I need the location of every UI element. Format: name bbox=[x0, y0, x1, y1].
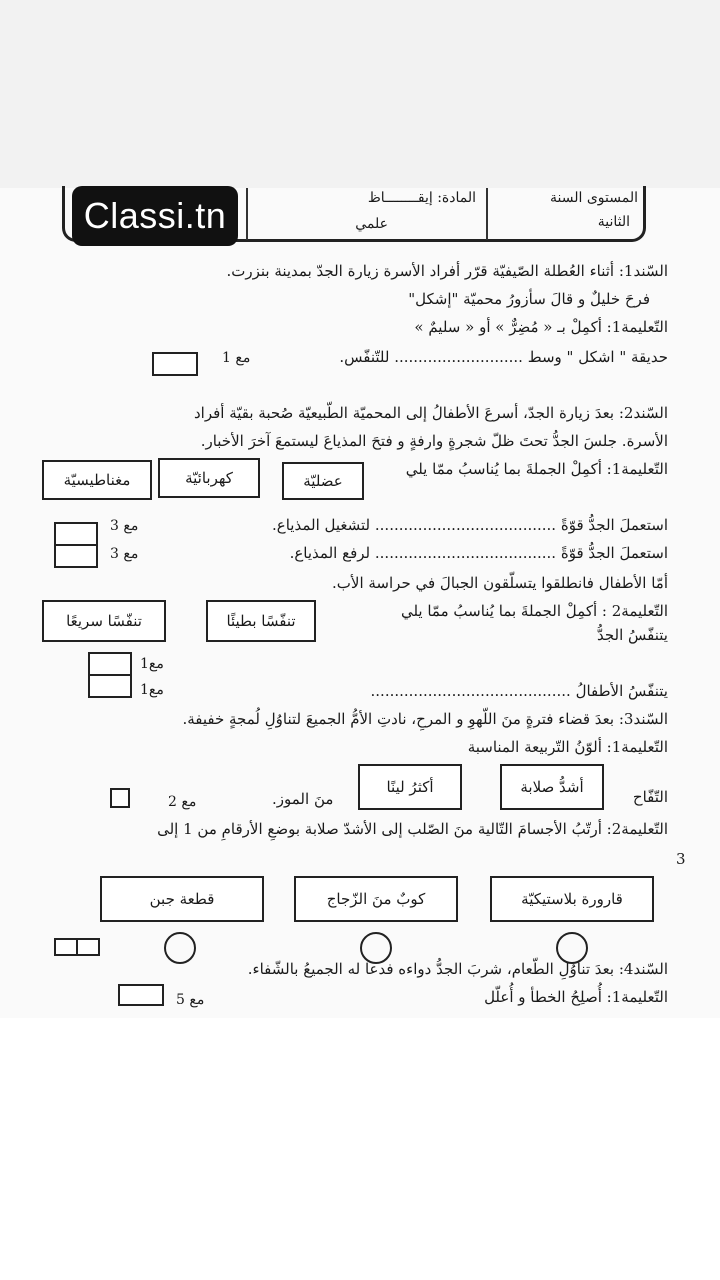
subject-value: علمي bbox=[355, 216, 388, 232]
s2-option-muscular[interactable]: عضليّة bbox=[282, 462, 364, 500]
s4-context: السّند4: بعدَ تناوُلِ الطّعام، شربَ الجدُّ دواءه فدعا له الجميعُ بالشّفاء. bbox=[247, 960, 668, 978]
s1-score-box[interactable] bbox=[152, 352, 198, 376]
s1-sentence-end: للتّنفّس. bbox=[339, 348, 390, 366]
s2-score-box-b[interactable] bbox=[54, 544, 98, 568]
s2-option-slow[interactable]: تنفّسًا بطيئًا bbox=[206, 600, 316, 642]
s3-option-softer[interactable]: أكثرُ لينًا bbox=[358, 764, 462, 810]
watermark-logo: Classi.tn bbox=[72, 186, 238, 246]
s2-context-line2: الأسرة. جلسَ الجدُّ تحتَ ظلّ شجرةٍ وارفةٍ و فتحَ المذياعَ ليستمعَ آخرَ الأخبار. bbox=[200, 432, 668, 450]
s3-apple-label: التّفّاح bbox=[632, 788, 668, 806]
s2-line-b bbox=[290, 544, 668, 562]
s1-score: مع 1 bbox=[222, 350, 251, 366]
header-divider bbox=[246, 188, 248, 240]
s3-score-box2a[interactable] bbox=[54, 938, 78, 956]
s2-line-a-dots[interactable]: ...................................... bbox=[374, 516, 557, 534]
s3-instruction2-end: 3 bbox=[676, 850, 686, 868]
s1-context-line1: السّند1: أثناء العُطلة الصّيفيّة قرّر أفراد الأسرة زيارة الجدّ بمدينة بنزرت. bbox=[226, 262, 668, 280]
s2-context-line1: السّند2: بعدَ زيارة الجدّ، أسرعَ الأطفالُ إلى المحميّة الطّبيعيّة صُحبة بقيّة أفراد bbox=[193, 404, 668, 422]
s3-option-harder[interactable]: أشدُّ صلابة bbox=[500, 764, 604, 810]
s3-banana-label: منَ الموز. bbox=[272, 790, 334, 808]
s4-instruction: التّعليمة1: أُصلِحُ الخطأ و أُعلّل bbox=[484, 988, 668, 1006]
s2-line-b-end: لرفع المذياع. bbox=[289, 544, 371, 562]
s4-score: مع 5 bbox=[176, 992, 205, 1008]
s3-context: السّند3: بعدَ قضاء فترةٍ منَ اللّهوِ و المرحِ، نادتِ الأمُّ الجميعَ لتناوُلِ لُمجةٍ خفيفة. bbox=[182, 710, 668, 728]
s3-object-glass-cup: كوبٌ منَ الزّجاج bbox=[294, 876, 458, 922]
level-label: المستوى السنة bbox=[550, 190, 638, 206]
s2-score-d: مع1 bbox=[140, 682, 164, 698]
s2-line-b-start: استعملَ الجدُّ قوّةً bbox=[560, 544, 668, 562]
s2-option-fast[interactable]: تنفّسًا سريعًا bbox=[42, 600, 166, 642]
s4-score-box[interactable] bbox=[118, 984, 164, 1006]
s3-instruction1: التّعليمة1: ألوّنُ التّربيعة المناسبة bbox=[467, 738, 668, 756]
s2-line-d-dots[interactable]: .......................................... bbox=[370, 682, 571, 700]
s2-line-b-dots[interactable]: ...................................... bbox=[374, 544, 557, 562]
subject-label: المادة: إيقــــــــاظ bbox=[367, 190, 476, 206]
s2-note: أمّا الأطفال فانطلقوا يتسلّقون الجبالَ في حراسة الأب. bbox=[332, 574, 668, 592]
s3-object-plastic-bottle: قارورة بلاستيكيّة bbox=[490, 876, 654, 922]
header-divider bbox=[486, 188, 488, 240]
s2-score-c: مع1 bbox=[140, 656, 164, 672]
bottom-blank-area bbox=[0, 1018, 720, 1280]
s3-score-box1[interactable] bbox=[110, 788, 130, 808]
s2-option-magnetic[interactable]: مغناطيسيّة bbox=[42, 460, 152, 500]
s3-rank-circle-cheese[interactable] bbox=[164, 932, 196, 964]
s2-score-box-c[interactable] bbox=[88, 652, 132, 676]
s1-sentence-start: حديقة " اشكل " وسط bbox=[527, 348, 668, 366]
s2-line-a-end: لتشغيل المذياع. bbox=[271, 516, 371, 534]
s3-object-cheese: قطعة جبن bbox=[100, 876, 264, 922]
s2-line-c: يتنفّسُ الجدُّ bbox=[596, 626, 668, 644]
s1-sentence bbox=[339, 348, 668, 366]
s2-score-a: مع 3 bbox=[110, 518, 139, 534]
s3-score-box2b[interactable] bbox=[76, 938, 100, 956]
s1-instruction: التّعليمة1: أكمِلْ بـ « مُضِرٌّ » أو « سليمٌ » bbox=[414, 318, 668, 336]
s2-score-b: مع 3 bbox=[110, 546, 139, 562]
s3-score1: مع 2 bbox=[168, 794, 197, 810]
s2-score-box-d[interactable] bbox=[88, 674, 132, 698]
s2-line-a bbox=[272, 516, 668, 534]
s2-line-d bbox=[371, 682, 668, 700]
s1-context-line2: فرحَ خليلٌ و قالَ سأزورُ محميّة "إشكل" bbox=[408, 290, 650, 308]
s2-instruction1: التّعليمة1: أكمِلْ الجملةَ بما يُناسبُ ممّا يلي bbox=[405, 460, 668, 478]
s2-option-electric[interactable]: كهربائيّة bbox=[158, 458, 260, 498]
s3-instruction2: التّعليمة2: أرتّبُ الأجسامَ التّالية منَ الصّلب إلى الأشدّ صلابة بوضعِ الأرقامِ من 1 إلى bbox=[157, 820, 668, 838]
top-blank-bar bbox=[0, 0, 720, 188]
s2-line-d-label: يتنفّسُ الأطفالُ bbox=[575, 682, 668, 700]
s1-answer-dots[interactable]: ........................... bbox=[394, 348, 523, 366]
s2-score-box-a[interactable] bbox=[54, 522, 98, 546]
level-value: الثانية bbox=[597, 214, 630, 230]
s2-line-a-start: استعملَ الجدُّ قوّةً bbox=[560, 516, 668, 534]
s2-instruction2: التّعليمة2 : أكمِلْ الجملةَ بما يُناسبُ ممّا يلي bbox=[400, 602, 668, 620]
